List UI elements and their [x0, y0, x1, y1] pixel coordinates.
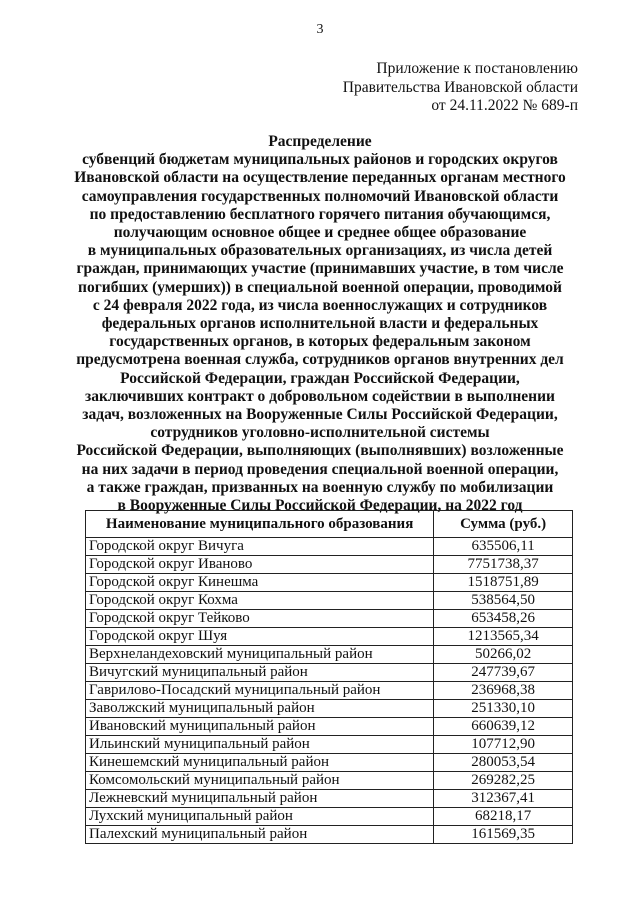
table-row: [86, 592, 573, 610]
table-row: [86, 790, 573, 808]
municipality-name: Городской округ Тейково: [86, 610, 434, 628]
municipality-name: Комсомольский муниципальный район: [86, 772, 434, 790]
title-line: самоуправления государственных полномочий Ивановской области: [81, 187, 559, 205]
amount-value: 251330,10: [434, 700, 573, 718]
municipality-name: Лежневский муниципальный район: [86, 790, 434, 808]
table-row: [86, 736, 573, 754]
table-row: [86, 664, 573, 682]
municipality-name: Заволжский муниципальный район: [86, 700, 434, 718]
title-line: получающим основное общее и среднее общее образование: [113, 224, 527, 242]
title-line: на них задачи в период проведения специальной военной операции,: [81, 460, 559, 478]
amount-value: 660639,12: [434, 718, 573, 736]
municipality-name: Ивановский муниципальный район: [86, 718, 434, 736]
page-number: 3: [316, 22, 324, 37]
municipality-name: Городской округ Кинешма: [86, 574, 434, 592]
table-row: [86, 826, 573, 844]
municipality-name: Кинешемский муниципальный район: [86, 754, 434, 772]
subvention-table: [85, 510, 573, 844]
amount-value: 312367,41: [434, 790, 573, 808]
title-line: Российской Федерации, выполняющих (выполнявших) возложенные: [76, 442, 564, 460]
amount-value: 107712,90: [434, 736, 573, 754]
title-line: государственных органов, в которых федеральным законом: [109, 333, 531, 351]
municipality-name: Верхнеландеховский муниципальный район: [86, 646, 434, 664]
amount-value: 280053,54: [434, 754, 573, 772]
table-row: [86, 646, 573, 664]
municipality-name: Городской округ Вичуга: [86, 538, 434, 556]
title-line: по предоставлению бесплатного горячего питания обучающимся,: [89, 205, 551, 223]
municipality-name: Городской округ Иваново: [86, 556, 434, 574]
title-line: сотрудников уголовно-исполнительной системы: [150, 424, 490, 442]
amount-value: 7751738,37: [434, 556, 573, 574]
table-row: [86, 808, 573, 826]
title-line: а также граждан, призванных на военную службу по мобилизации: [86, 478, 554, 496]
amount-value: 269282,25: [434, 772, 573, 790]
municipality-name: Вичугский муниципальный район: [86, 664, 434, 682]
title-line: заключивших контракт о добровольном содействии в выполнении: [85, 387, 555, 405]
table-row: [86, 628, 573, 646]
amount-value: 50266,02: [434, 646, 573, 664]
amount-value: 1213565,34: [434, 628, 573, 646]
title-line: с 24 февраля 2022 года, из числа военнослужащих и сотрудников: [92, 296, 548, 314]
title-line: погибших (умерших)) в специальной военной операции, проводимой: [78, 278, 562, 296]
table-header-row: [86, 511, 573, 538]
table-row: [86, 610, 573, 628]
amount-value: 635506,11: [434, 538, 573, 556]
title-line: федеральных органов исполнительной власти и федеральных: [101, 315, 539, 333]
table-row: [86, 700, 573, 718]
municipality-name: Городской округ Шуя: [86, 628, 434, 646]
table-row: [86, 772, 573, 790]
table-row: [86, 538, 573, 556]
table-row: [86, 574, 573, 592]
title-line: Ивановской области на осуществление переданных органам местного: [74, 169, 566, 187]
table-row: [86, 754, 573, 772]
title-heading: Распределение: [268, 133, 372, 150]
amount-value: 68218,17: [434, 808, 573, 826]
appendix-reference: [343, 60, 578, 116]
table-row: [86, 718, 573, 736]
municipality-name: Лухский муниципальный район: [86, 808, 434, 826]
table-row: [86, 556, 573, 574]
amount-value: 538564,50: [434, 592, 573, 610]
amount-value: 161569,35: [434, 826, 573, 844]
table-body: [86, 538, 573, 844]
table-row: [86, 682, 573, 700]
title-line: предусмотрена военная служба, сотрудников органов внутренних дел: [76, 351, 564, 369]
municipality-name: Ильинский муниципальный район: [86, 736, 434, 754]
municipality-name: Городской округ Кохма: [86, 592, 434, 610]
amount-value: 247739,67: [434, 664, 573, 682]
appendix-line-2: Правительства Ивановской области: [342, 78, 578, 96]
amount-value: 1518751,89: [434, 574, 573, 592]
column-header-amount: Сумма (руб.): [434, 511, 573, 538]
appendix-line-3: от 24.11.2022 № 689-п: [431, 97, 578, 114]
municipality-name: Палехский муниципальный район: [86, 826, 434, 844]
amount-value: 236968,38: [434, 682, 573, 700]
amount-value: 653458,26: [434, 610, 573, 628]
title-line: субвенций бюджетам муниципальных районов и городских округов: [82, 151, 558, 169]
title-line: граждан, принимающих участие (принимавших участие, в том числе: [76, 260, 564, 278]
title-line: в муниципальных образовательных организациях, из числа детей: [87, 242, 553, 260]
title-line: задач, возложенных на Вооруженные Силы Российской Федерации,: [82, 406, 558, 424]
column-header-name: Наименование муниципального образования: [86, 511, 434, 538]
title-line: в Вооруженные Силы Российской Федерации, на 2022 год: [117, 497, 523, 515]
appendix-line-1: Приложение к постановлению: [376, 60, 578, 77]
municipality-name: Гаврилово-Посадский муниципальный район: [86, 682, 434, 700]
document-title: [60, 133, 580, 515]
title-line: Российской Федерации, граждан Российской Федерации,: [120, 369, 520, 387]
